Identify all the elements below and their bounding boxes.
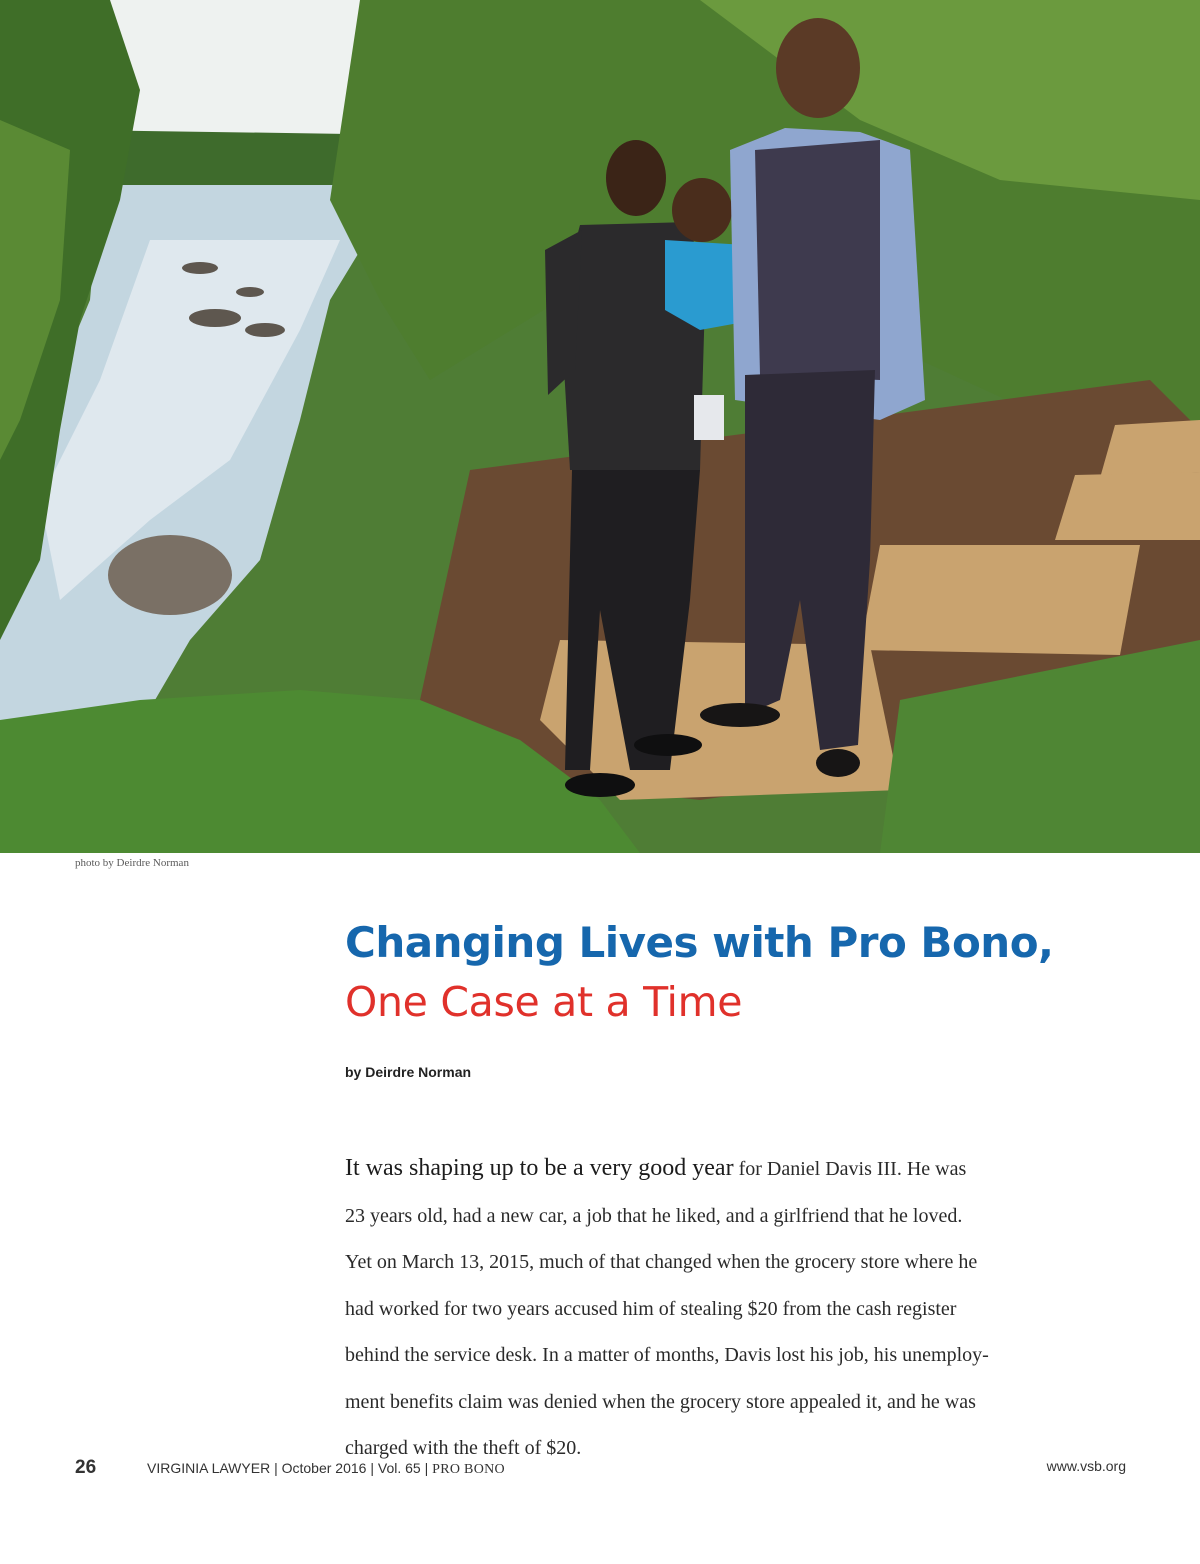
body-line: had worked for two years accused him of stealing $20 from the cash register	[345, 1297, 957, 1320]
section-name: PRO BONO	[432, 1462, 505, 1477]
article-subtitle: One Case at a Time	[345, 978, 743, 1026]
photo-credit: photo by Deirdre Norman	[75, 857, 189, 869]
body-line: charged with the theft of $20.	[345, 1437, 582, 1459]
publication-name: VIRGINIA LAWYER	[147, 1460, 271, 1476]
volume: Vol. 65	[377, 1460, 421, 1476]
body-line: Yet on March 13, 2015, much of that changed when the grocery store where he	[345, 1251, 978, 1273]
body-line: 23 years old, had a new car, a job that he liked, and a girlfriend that he loved.	[345, 1204, 963, 1227]
page-footer	[0, 1457, 1200, 1481]
article-title: Changing Lives with Pro Bono,	[345, 918, 1054, 967]
website-link[interactable]: www.vsb.org	[1046, 1458, 1126, 1474]
body-line-text: for Daniel Davis III. He was	[733, 1158, 967, 1180]
byline: by Deirdre Norman	[345, 1064, 472, 1080]
article-body	[345, 1145, 1135, 1472]
body-line	[345, 1145, 1135, 1193]
separator: |	[366, 1460, 378, 1476]
body-line: behind the service desk. In a matter of months, Davis lost his job, his unemploy-	[345, 1344, 989, 1366]
publication-info	[147, 1460, 505, 1478]
separator: |	[270, 1460, 282, 1476]
separator: |	[420, 1460, 433, 1476]
page-number: 26	[75, 1457, 97, 1478]
body-line: ment benefits claim was denied when the grocery store appealed it, and he was	[345, 1390, 976, 1413]
issue-date: October 2016	[281, 1460, 367, 1476]
lead-in: It was shaping up to be a very good year	[345, 1155, 734, 1181]
